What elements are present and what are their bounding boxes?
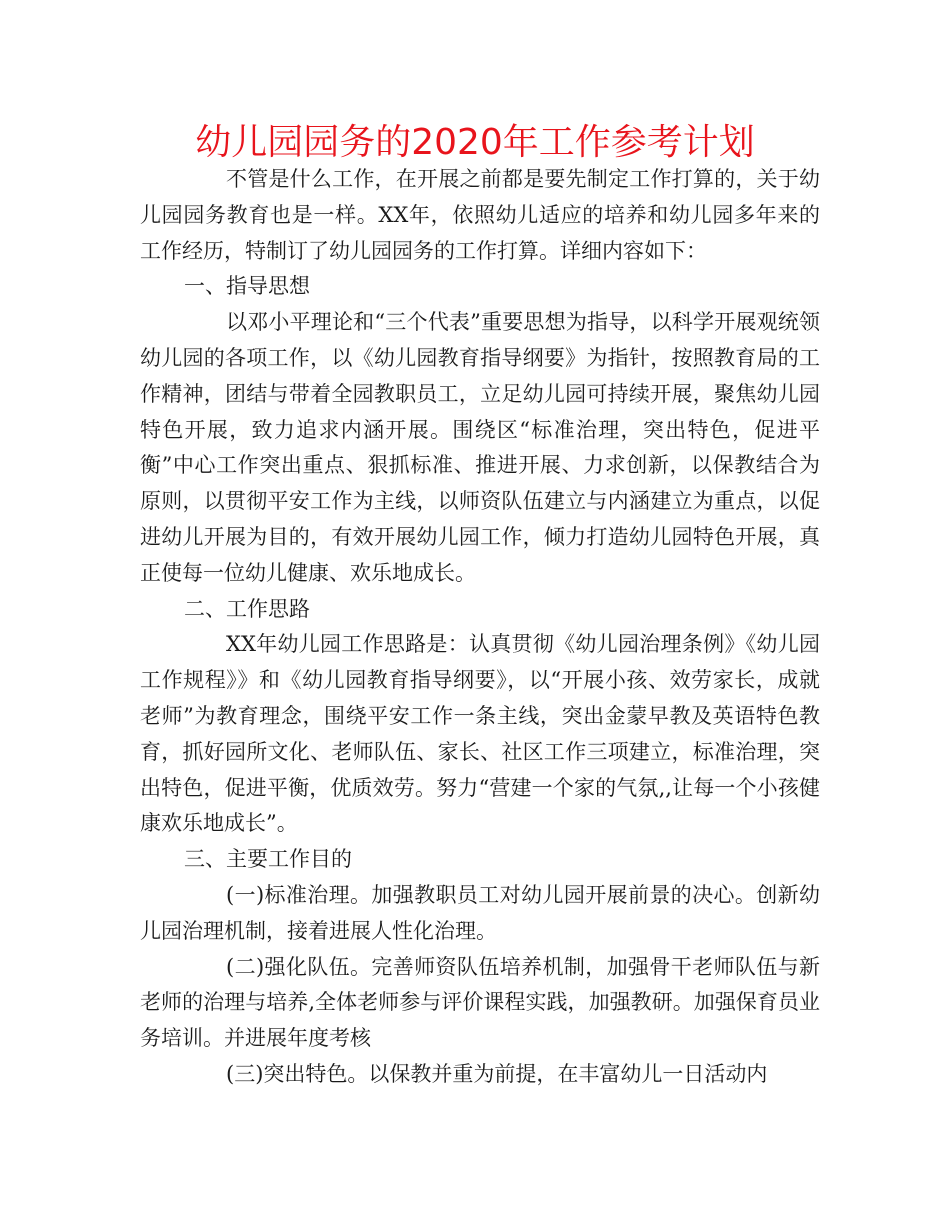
document-title: 幼儿园园务的2020年工作参考计划 [195, 122, 755, 163]
goal-item-highlight-features: (三)突出特色。以保教并重为前提，在丰富幼儿一日活动内 [226, 1061, 768, 1086]
goal-item-strengthen-team: (二)强化队伍。完善师资队伍培养机制，加强骨干老师队伍与新老师的治理与培养,全体老师参与评价课程实践，加强教研。加强保育员业务培训。并进展年度考核 [140, 954, 820, 1051]
section-heading-guiding-ideology: 一、指导思想 [184, 274, 310, 299]
intro-paragraph: 不管是什么工作，在开展之前都是要先制定工作打算的，关于幼儿园园务教育也是一样。XX年，依照幼儿适应的培养和幼儿园多年来的工作经历，特制订了幼儿园园务的工作打算。详细内容如下： [140, 167, 820, 263]
section-heading-work-approach: 二、工作思路 [184, 596, 310, 621]
section-body-guiding-ideology: 以邓小平理论和“三个代表”重要思想为指导，以科学开展观统领幼儿园的各项工作，以《幼儿园教育指导纲要》为指针，按照教育局的工作精神，团结与带着全园教职员工，立足幼儿园可持续开展，聚焦幼儿园特色开展，致力追求内涵开展。围绕区“标准治理，突出特色，促进平衡”中心工作突出重点、狠抓标准、推进开展、力求创新，以保教结合为原则，以贯彻平安工作为主线，以师资队伍建立与内涵建立为重点，以促进幼儿开展为目的，有效开展幼儿园工作，倾力打造幼儿园特色开展，真正使每一位幼儿健康、欢乐地成长。 [140, 310, 820, 585]
document-body [140, 162, 820, 1093]
goal-item-standard-management: (一)标准治理。加强教职员工对幼儿园开展前景的决心。创新幼儿园治理机制，接着进展人性化治理。 [140, 882, 820, 943]
section-body-work-approach: XX年幼儿园工作思路是：认真贯彻《幼儿园治理条例》《幼儿园工作规程》》和《幼儿园教育指导纲要》，以“开展小孩、效劳家长，成就老师”为教育理念，围绕平安工作一条主线，突出金蒙早教及英语特色教育，抓好园所文化、老师队伍、家长、社区工作三项建立，标准治理，突出特色，促进平衡，优质效劳。努力“营建一个家的气氛,,让每一个小孩健康欢乐地成长”。 [140, 632, 820, 836]
section-heading-main-goals: 三、主要工作目的 [184, 847, 352, 872]
